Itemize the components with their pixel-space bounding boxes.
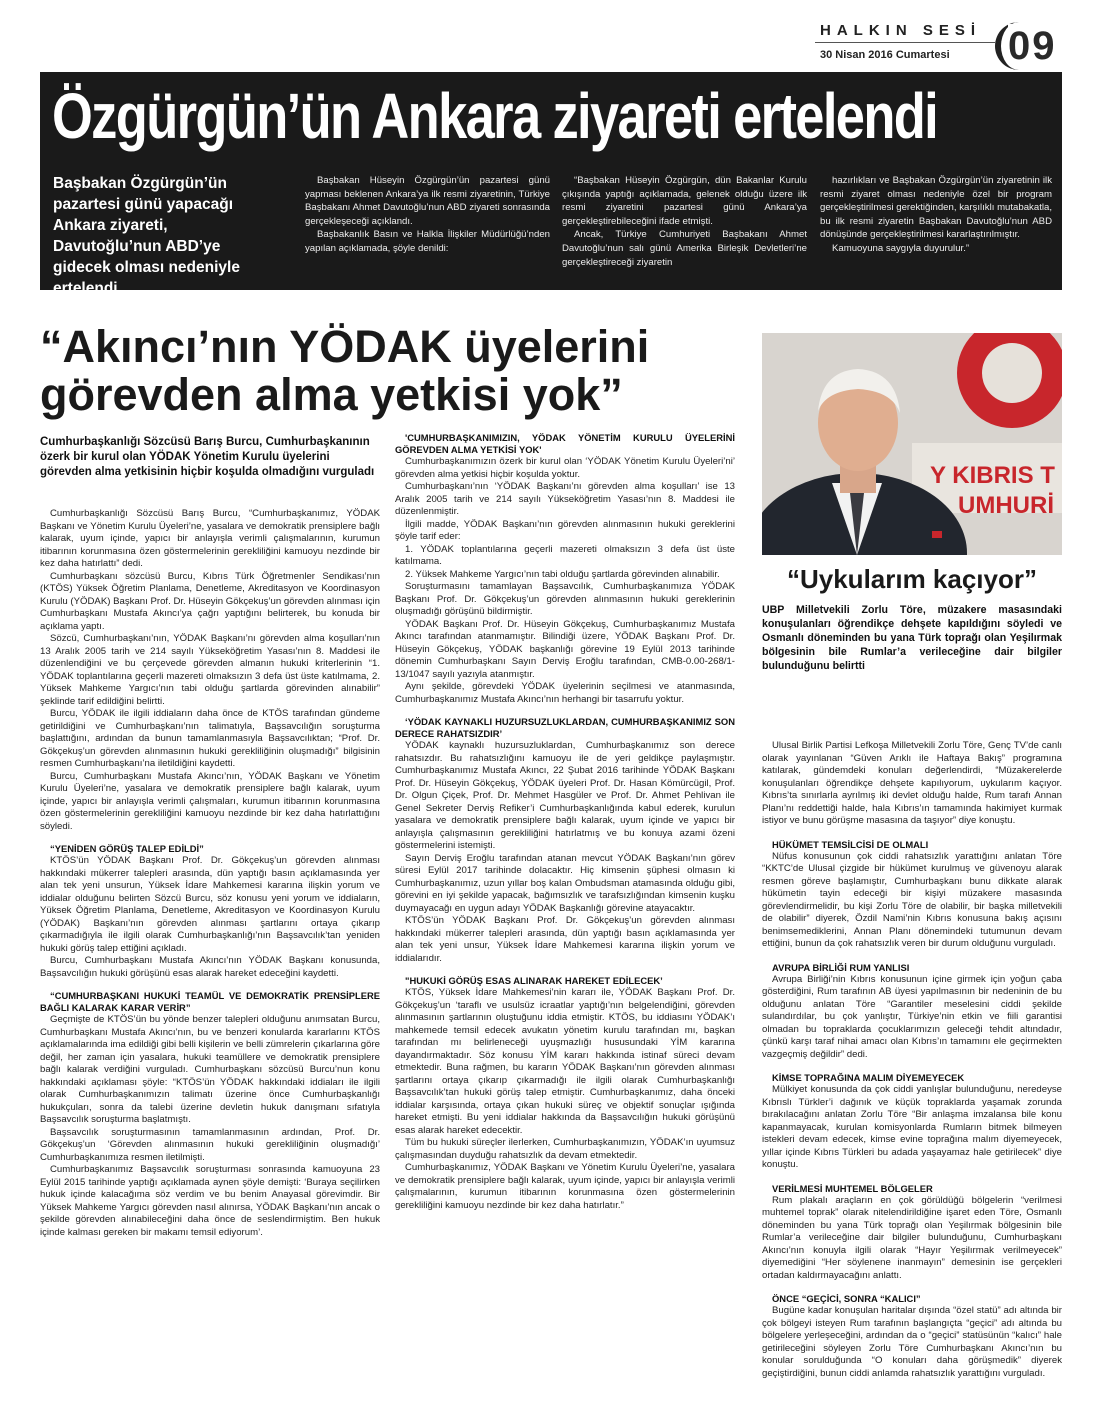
main-story-deck: Cumhurbaşkanlığı Sözcüsü Barış Burcu, Cumhurbaşkanının özerk bir kurul olan YÖDAK Yönetim Kurulu üyelerini görevden alma yetkisinin hiçbir koşulda olmadığını vurguladı	[40, 436, 375, 478]
paragraph: Cumhurbaşkanı’nın ‘YÖDAK Başkanı’nı görevden alma koşulları’ ise 13 Aralık 2005 tarih ve 214 sayılı Yükseköğretim Yasası’nın 8. Maddesi ile düzenlenmiştir.	[395, 481, 735, 517]
section-subhead: "HUKUKİ GÖRÜŞ ESAS ALINARAK HAREKET EDİLECEK’	[405, 975, 663, 986]
paragraph: Ancak, Türkiye Cumhuriyeti Başbakanı Ahmet Davutoğlu’nun salı günü Amerika Birleşik Devletleri’ne gerçekleştireceği ziyaretin	[562, 229, 807, 268]
paragraph: Nüfus konusunun çok ciddi rahatsızlık yarattığını anlatan Töre “KKTC’de Ulusal çizgide bir hükümet kurulmuş ve güvenoyu alarak resmen göreve başlamıştır, Cumhurbaşkanı bunu dikkate alarak hükümetin tayin edeceği bir kişiyi müzakere masasında görevlendirmelidir, bu kişi Zorlu Töre de olabilir, bir başka milletvekili de olabilir” diyerek, Özdil Nami’nin Kıbrıs konusuna bakış açısını benimsemediklerini, Annan Planı dönemindeki tutumunun devam ettiğini, bunun da çok rahatsızlık veren bir durum olduğunu vurguladı.	[762, 850, 1062, 949]
top-story-column-2	[562, 174, 807, 269]
politician-photo	[762, 333, 1062, 555]
section-subhead: “YENİDEN GÖRÜŞ TALEP EDİLDİ”	[50, 843, 204, 854]
main-story-column-2	[395, 432, 735, 1212]
top-story-column-1	[305, 174, 550, 256]
sidebar-body	[762, 740, 1062, 1380]
top-story-column-3	[820, 174, 1052, 256]
top-story-deck: Başbakan Özgürgün’ün pazartesi günü yapacağı Ankara ziyareti, Davutoğlu’nun ABD’ye gidecek olması nedeniyle ertelendi	[53, 175, 240, 297]
paragraph: Cumhurbaşkanımızın özerk bir kurul olan ‘YÖDAK Yönetim Kurulu Üyeleri’ni’ görevden alma yetkisi hiçbir koşulda yoktur.	[395, 456, 735, 480]
paragraph: KTÖS’ün YÖDAK Başkanı Prof. Dr. Gökçekuş’un görevden alınması hakkındaki mükerrer talepleri arasında, dün yaptığı basın açıklamasında yer alan tek yeni unsurun, Yüksek İdare Mahkemesi kararına ilişkin yorum ve iddialar olduğunu belirten Sözcü Burcu, söz konusu yeni yorum ve iddiaların, Yüksek Öğretim Planlama, Denetleme, Akreditasyon ve Koordinasyon Kurulu (YÖDAK) Başkanı’nın görevden alınması şartlarını ortaya çıkarıp çıkarmadığıyla ile ilgili olarak Cumhurbaşkanlığı’nın Başsavcılık’tan yeniden hukuki görüş talep ettiğini açıkladı.	[40, 855, 380, 954]
paragraph: Cumhurbaşkanı sözcüsü Burcu, Kıbrıs Türk Öğretmenler Sendikası’nın (KTÖS) Yüksek Öğretim Planlama, Denetleme, Akreditasyon ve Koordinasyon Kurulu (YÖDAK) Başkanı Prof. Dr. Hüseyin Gökçekuş’un görevden alınması için Cumhurbaşkanı Mustafa Akıncı’ya çağrı yaptığını belirterek, bu konuda bir açıklama yaptı.	[40, 570, 380, 632]
section-subhead: ‘YÖDAK KAYNAKLI HUZURSUZLUKLARDAN, CUMHURBAŞKANIMIZ SON DERECE RAHATSIZDIR’	[395, 716, 735, 739]
section-subhead: VERİLMESİ MUHTEMEL BÖLGELER	[772, 1182, 933, 1194]
paragraph: Başbakan Hüseyin Özgürgün’ün pazartesi günü yapması beklenen Ankara’ya ilk resmi ziyaretinin, Türkiye Başbakanı Ahmet Davutoğlu’nun ABD ziyareti sonrasında gerçekleşeceği açıklandı.	[305, 175, 550, 227]
main-story-column-1	[40, 508, 380, 1239]
paragraph: Burcu, YÖDAK ile ilgili iddiaların daha önce de KTÖS tarafından gündeme getirildiğini ve Cumhurbaşkanı’nın talimatıyla, Başsavcılığın soruşturma başlattığını, ardından da bunun tamamlanmasıyla Başsavcılıktan; “Prof. Dr. Gökçekuş’un görevden alınmasının hukuki gerekliliğinin oluşmadığı” bilgisinin resmen Cumhurbaşkanı’na iletildiğini kaydetti.	[40, 708, 380, 769]
paragraph: Kamuoyuna saygıyla duyurulur.”	[832, 242, 970, 254]
paragraph: YÖDAK kaynaklı huzursuzluklardan, Cumhurbaşkanımız son derece rahatsızdır. Bu rahatsızlığını kamuoyu ile de yeri geldikçe paylaşmıştır. Cumhurbaşkanımız Mustafa Akıncı, 22 Şubat 2016 tarihinde YÖDAK Başkanı Prof. Dr. Hüseyin Gökçekuş, YÖDAK üyeleri Prof. Dr. Hasan Kömürcügil, Prof. Dr. Olgun Çiçek, Prof. Dr. Mehmet Hasgüler ve Prof. Dr. Ahmet Pehlivan ile Genel Sekreter Derviş Refiker’i Cumhurbaşkanlığında kabul ederek, kurulun yasalara ve demokratik prensiplere bağlı kalarak, uyum içinde ve yapıcı bir anlayışla çalışmasının gerekliliğini hatırlatmış ve bu konuya azami özeni göstermelerini istemişti.	[395, 740, 735, 851]
paragraph: hazırlıkları ve Başbakan Özgürgün’ün ziyaretinin ilk resmi ziyaret olması nedeniyle özel bir program gerçekleştirilmesi gerektiğinden, karşılıklı mutabakatla, bu ilk resmi ziyaretin Başbakan Davutoğlu’nun ABD dönüşünde gerçekleştirilmesi kararlaştırılmıştır.	[820, 175, 1052, 241]
paragraph: Başbakanlık Basın ve Halkla İlişkiler Müdürlüğü’nden yapılan açıklamada, şöyle denildi:	[305, 229, 550, 254]
paragraph: Soruşturmasını tamamlayan Başsavcılık, Cumhurbaşkanımıza YÖDAK Başkanı Prof. Dr. Gökçekuş’un görevden alınmasının hukuki gereklerinin oluşmadığı görüşünü bildirmiştir.	[395, 581, 735, 617]
paragraph: 2. Yüksek Mahkeme Yargıcı’nın tabi olduğu şartlarda görevinden alınabilir.	[405, 568, 720, 580]
top-story-title: Özgürgün’ün Ankara ziyareti ertelendi	[52, 80, 938, 152]
paragraph: İlgili madde, YÖDAK Başkanı’nın görevden alınmasının hukuki gereklerini şöyle tarif eder:	[395, 518, 735, 542]
paragraph: Geçmişte de KTÖS’ün bu yönde benzer talepleri olduğunu anımsatan Burcu, Cumhurbaşkanı Mustafa Akıncı’nın, bu ve benzeri konularda kararlarını KTÖS açıklamalarında ima edildiği gibi belli kişilerin ve belli zümrelerin çıkarlarına göre değil, her zaman için yasalara, hukuki teamüllere ve demokratik prensiplere bağlı kalarak verdiğini vurguladı. Cumhurbaşkanı sözcüsü Burcu’nun konu hakkındaki açıklaması şöyle: “KTÖS’ün YÖDAK hakkındaki iddiaları ile ilgili olarak Cumhurbaşkanımızın talimatı üzerine önce Cumhurbaşkanlığı hukukçuları, sonra da talebi üzerine devletin hukuk danışmanı sıfatıyla Başsavcılık soruşturma başlatmıştı.	[40, 1014, 380, 1125]
paragraph: KTÖS’ün YÖDAK Başkanı Prof. Dr. Gökçekuş’un görevden alınması hakkındaki mükerrer talepleri arasında, dün yaptığı basın açıklamasında yer alan tek yeni unsur, Yüksek İdare Mahkemesi kararına ilişkin yorum ve iddialarıdır.	[395, 915, 735, 964]
paragraph: Rum plakalı araçların en çok görüldüğü bölgelerin “verilmesi muhtemel toprak” olarak nitelendirildiğine işaret eden Töre, Osmanlı döneminden bu yana Türk toprağı olan Yeşilırmak bölgesinin bile Rumlar’a verileceğine dair bilgiler bulunduğunu, Cumhurbaşkanı Akıncı’nın konuyla ilgili olarak “Hayır Yeşilırmak verilmeyecek” diyemediğini “Her söylenene inanmayın” demesinin ise gerçekleri ortadan kaldırmayacağını anlattı.	[762, 1194, 1062, 1281]
paragraph: YÖDAK Başkanı Prof. Dr. Hüseyin Gökçekuş, Cumhurbaşkanımız Mustafa Akıncı tarafından atanmamıştır. Bilindiği üzere, YÖDAK Başkanı Prof. Dr. Hüseyin Gökçekuş, YÖDAK başkanlığı görevine 19 Eylül 2013 tarihinde dönemin Cumhurbaşkanı Sayın Derviş Eroğlu tarafından, CMB-0.00-268/1-13/1047 sayılı yazıyla atanmıştır.	[395, 618, 735, 680]
paragraph: Başsavcılık soruşturmasının tamamlanmasının ardından, Prof. Dr. Gökçekuş’un ‘Görevden alınmasının hukuki gerekliliğinin oluşmadığı’ Cumhurbaşkanımıza resmen iletilmişti.	[40, 1126, 380, 1163]
paragraph: Cumhurbaşkanımız Başsavcılık soruşturması sonrasında kamuoyuna 23 Eylül 2015 tarihinde yaptığı açıklamada aynen şöyle demişti: ‘Buraya seçilirken hukuk içinde kalacağıma söz verdim ve bu benim Anayasal görevimdir. Bir Yüksek Mahkeme Yargıcı görevden nasıl alınırsa, YÖDAK Başkanı’nın ancak o şekilde görevden alınabileceğini daha önce de seslendirmiştim. Ben hukuk içinde kalması gereken bir makamı temsil ediyorum’.	[40, 1164, 380, 1238]
backdrop-lettering-2: UMHURİ	[958, 492, 1054, 519]
newspaper-masthead: HALKIN SESİ	[820, 22, 982, 39]
paragraph: Cumhurbaşkanımız, YÖDAK Başkanı ve Yönetim Kurulu Üyeleri’ne, yasalara ve demokratik prensiplere bağlı kalarak, uyum içinde, yapıcı bir anlayışla verimli çalışmalarının, kurumun itibarının korunmasına özen göstermelerinin gerekliliğini kamuoyu nezdinde bir kez daha hatırlatır.”	[395, 1162, 735, 1211]
paragraph: Burcu, Cumhurbaşkanı Mustafa Akıncı’nın YÖDAK Başkanı konusunda, Başsavcılığın hukuki görüşünü esas alarak hareket edeceğini kaydetti.	[40, 955, 380, 979]
paragraph: Avrupa Birliği’nin Kıbrıs konusunun içine girmek için yoğun çaba gösterdiğini, Rum tarafının AB üyesi yapılmasının bir nedeninin de bu olduğunu anlatan Töre “Garantiler meselesini ciddi şekilde sulandırdılar, bu çok yanlıştır, Türkiye’nin etkin ve fiili garantisi olmadan bu topraklarda çocuklarımızın geleceği tehdit altındadır, çünkü karşı taraf nihai amacı olan Kıbrıs’ın tamamını ele geçirmekten vazgeçmiş değildir” dedi.	[762, 973, 1062, 1060]
paragraph: Burcu, Cumhurbaşkanı Mustafa Akıncı’nın, YÖDAK Başkanı ve Yönetim Kurulu Üyeleri’ne, yasalara ve demokratik prensiplere bağlı kalarak, uyum içinde, yapıcı bir anlayışla verimli çalışmaları, kurumun itibarının korunmasına özen göstermelerinin gerekliliğini kamuoyu nezdinde bir kez daha hatırlattığını söyledi.	[40, 770, 380, 832]
paragraph: 1. YÖDAK toplantılarına geçerli mazereti olmaksızın 3 defa üst üste katılmama.	[395, 543, 735, 567]
page-number: 09	[1008, 24, 1078, 64]
masthead-rule	[815, 42, 995, 43]
paragraph: KTÖS, Yüksek İdare Mahkemesi’nin kararı ile, YÖDAK Başkanı Prof. Dr. Gökçekuş’un ‘taraflı ve usulsüz icraatlar yaptığı’nın belgelendiğini, görevden alınmasının şartlarının oluştuğunu iddia etmiştir. KTÖS, bu iddiasını YÖDAK’ı mahkemede temsil edecek avukatın yönetim kurulu tarafından mı, başkan tarafından mı belirleneceği uyuşmazlığı hususundaki YİM kararına dayandırmaktadır. Söz konusu YİM kararı hakkında istinaf süreci devam etmektedir. Buna rağmen, bu kararın YÖDAK Başkanı’nın görevden alınması şartlarını ortaya çıkarıp çıkarmadığı ile ilgili olarak Cumhurbaşkanlığı Başsavcılık’tan hukuki görüş talep etmiştir. Cumhurbaşkanımız, daha önceki iddialar karşısında, ortaya çıkan hukuki süreç ve objektif sonuçlar ışığında hareket etmişti. Bu yeni iddialar hakkında da Başsavcılığın hukuki görüşünü esas alarak hareket edecektir.	[395, 987, 735, 1136]
paragraph: Sözcü, Cumhurbaşkanı’nın, YÖDAK Başkanı’nı görevden alma koşulları’nın 13 Aralık 2005 tarih ve 214 sayılı Yükseköğretim Yasası’nın 8. Maddesi ile düzenlendiğini ve bu çerçevede görevden almanın hukuki kriterlerinin “1. YÖDAK toplantılarına geçerli mazereti olmaksızın 3 defa üst üste katılmama, 2. Yüksek Mahkeme Yargıcı’nın tabi olduğu şartlarda görevinden alınabilir” şeklinde tarif edildiğini belirtti.	[40, 633, 380, 707]
paragraph: Cumhurbaşkanlığı Sözcüsü Barış Burcu, “Cumhurbaşkanımız, YÖDAK Başkanı ve Yönetim Kurulu Üyeleri’ne, yasalara ve demokratik prensiplere bağlı kalarak, uyum içinde, yapıcı bir anlayışla verimli çalışmalarının, kurumun itibarının korunmasına özen göstermelerinin gerekliliğini kamuoyu nezdinde bir kez daha hatırlattı” dedi.	[40, 508, 380, 569]
paragraph: Mülkiyet konusunda da çok ciddi yanlışlar bulunduğunu, neredeyse Kıbrıslı Türkler’i dağınık ve küçük topraklarda yaşamak zorunda bırakılacağını anlatan Zorlu Töre “Bir anlaşma imzalansa bile konu kapanmayacak, kurulan komisyonlarda Rumların bitmek bilmeyen istekleri devam edecek, kimse evine toprağına malım diyemeyecek, yıllar içinde Kıbrıs Türkleri bu adada yaşayamaz hale getirilecek” diye konuştu.	[762, 1084, 1062, 1170]
sidebar-deck: UBP Milletvekili Zorlu Töre, müzakere masasındaki konuşulanları öğrendikçe dehşete kapıldığını söyledi ve Osmanlı döneminden bu yana Türk toprağı olan Yeşilırmak bölgesinin bile Rumlar’a verileceğine dair bilgiler bulunduğunu belirtti	[762, 604, 1062, 672]
sidebar-title: “Uykularım kaçıyor”	[786, 564, 1037, 594]
paragraph: Aynı şekilde, görevdeki YÖDAK üyelerinin seçilmesi ve atanmasında, Cumhurbaşkanımız Mustafa Akıncı’nın herhangi bir tasarrufu yoktur.	[395, 681, 735, 705]
paragraph: Ulusal Birlik Partisi Lefkoşa Milletvekili Zorlu Töre, Genç TV’de canlı olarak yayınlanan “Güven Arıklı ile Haftaya Bakış” programına katılarak, gündemdeki konuları değerlendirdi, “Müzakerelerde konuşulanları öğrendikçe dehşete kapılıyorum, uykularım kaçıyor. Kıbrıs’ta sınırlarla ayrılmış iki devlet olduğu halde, Rum tarafı Annan Planı’nı reddettiği halde, hala Kıbrıs’ın tamamında hakimiyet kurmak istiyor ve bunu görüşme masasına da taşıyor” diye konuştu.	[762, 740, 1062, 826]
paragraph: “Başbakan Hüseyin Özgürgün, dün Bakanlar Kurulu çıkışında yaptığı açıklamada, gelenek olduğu üzere ilk resmi ziyaretini pazartesi günü Ankara’ya gerçekleştirebileceğini ifade etmişti.	[562, 175, 807, 227]
paragraph: Sayın Derviş Eroğlu tarafından atanan mevcut YÖDAK Başkanı’nın görev süresi Eylül 2017 tarihinde dolacaktır. Hiç kimsenin şüphesi olmasın ki Cumhurbaşkanımız, uzun yıllar boş kalan Ombudsman atamasında olduğu gibi, görevini en iyi şekilde yapacak, bağımsızlık ve tarafsızlığından kimsenin kuşku duymayacağı en uygun adayı YÖDAK Başkanlığı görevine atayacaktır.	[395, 852, 735, 914]
section-subhead: 'CUMHURBAŞKANIMIZIN, YÖDAK YÖNETİM KURULU ÜYELERİNİ GÖREVDEN ALMA YETKİSİ YOK'	[395, 432, 735, 455]
section-subhead: “CUMHURBAŞKANI HUKUKİ TEAMÜL VE DEMOKRATİK PRENSİPLERE BAĞLI KALARAK KARAR VERİR”	[40, 990, 380, 1013]
backdrop-lettering-1: Y KIBRIS T	[930, 462, 1055, 489]
paragraph: Tüm bu hukuki süreçler ilerlerken, Cumhurbaşkanımızın, YÖDAK’ın uyumsuz çalışmasından duyduğu rahatsızlık da devam etmektedir.	[395, 1137, 735, 1161]
section-subhead: KİMSE TOPRAĞINA MALIM DİYEMEYECEK	[772, 1072, 965, 1083]
section-subhead: HÜKÜMET TEMSİLCİSİ DE OLMALI	[772, 838, 929, 850]
section-subhead: AVRUPA BİRLİĞİ RUM YANLISI	[772, 961, 910, 973]
section-subhead: ÖNCE “GEÇİCİ, SONRA “KALICI”	[772, 1293, 921, 1304]
main-story-headline: “Akıncı’nın YÖDAK üyelerini görevden alma yetkisi yok”	[40, 321, 650, 420]
issue-date: 30 Nisan 2016 Cumartesi	[820, 49, 950, 61]
paragraph: Bugüne kadar konuşulan haritalar dışında “özel statü” adı altında bir çok bölgeyi isteyen Rum tarafının başlangıçta “geçici” adı altında bu bölgelere yerleşeceğini, ardından da o “geçici” statüsünün “kalıcı” hale getirileceğini söyleyen Zorlu Töre Cumhurbaşkanı Akıncı’nın bu konular sorulduğunda “O konuları daha görüşmedik” diyerek geçiştirdiğini, bunun ciddi anlamda rahatsızlık yarattığını vurguladı.	[762, 1305, 1062, 1379]
